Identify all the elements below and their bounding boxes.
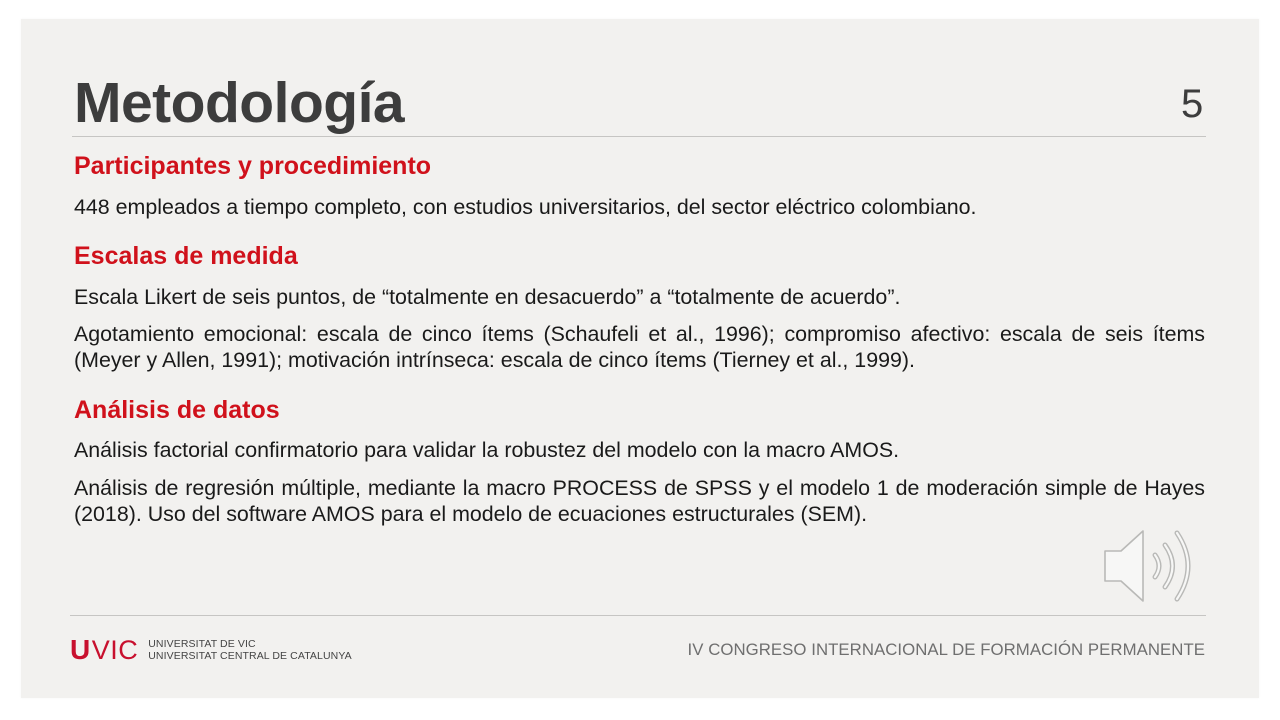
section-heading-participants: Participantes y procedimiento bbox=[74, 152, 432, 180]
logo-mark bbox=[70, 635, 138, 665]
logo-mark-u: U bbox=[70, 634, 91, 665]
paragraph-likert: Escala Likert de seis puntos, de “totalmente en desacuerdo” a “totalmente de acuerdo”. bbox=[74, 285, 901, 309]
section-heading-scales: Escalas de medida bbox=[74, 242, 298, 270]
event-name: IV CONGRESO INTERNACIONAL DE FORMACIÓN PERMANENTE bbox=[687, 640, 1205, 659]
footer-divider bbox=[70, 615, 1206, 616]
title-divider bbox=[72, 136, 1206, 137]
logo-line-2: UNIVERSITAT CENTRAL DE CATALUNYA bbox=[148, 650, 352, 662]
slide bbox=[21, 19, 1259, 698]
paragraph-regression: Análisis de regresión múltiple, mediante la macro PROCESS de SPSS y el modelo 1 de moderación simple de Hayes (2018). Uso del software AMOS para el modelo de ecuaciones estructurales (SEM). bbox=[74, 476, 1205, 526]
speaker-icon[interactable] bbox=[1101, 527, 1205, 605]
paragraph-participants: 448 empleados a tiempo completo, con estudios universitarios, del sector eléctrico colombiano. bbox=[74, 195, 977, 219]
page-number: 5 bbox=[1181, 82, 1204, 126]
logo-text bbox=[148, 638, 352, 662]
paragraph-scales: Agotamiento emocional: escala de cinco ítems (Schaufeli et al., 1996); compromiso afectivo: escala de seis ítems (Meyer y Allen, 1991); motivación intrínseca: escala de cinco ítems (Tierney et al., 1999). bbox=[74, 322, 1205, 372]
section-heading-analysis: Análisis de datos bbox=[74, 396, 280, 424]
logo-line-1: UNIVERSITAT DE VIC bbox=[148, 638, 256, 650]
logo-mark-vic: VIC bbox=[91, 635, 139, 665]
slide-title: Metodología bbox=[74, 71, 405, 135]
uvic-logo bbox=[70, 635, 352, 665]
paragraph-cfa: Análisis factorial confirmatorio para validar la robustez del modelo con la macro AMOS. bbox=[74, 438, 900, 462]
